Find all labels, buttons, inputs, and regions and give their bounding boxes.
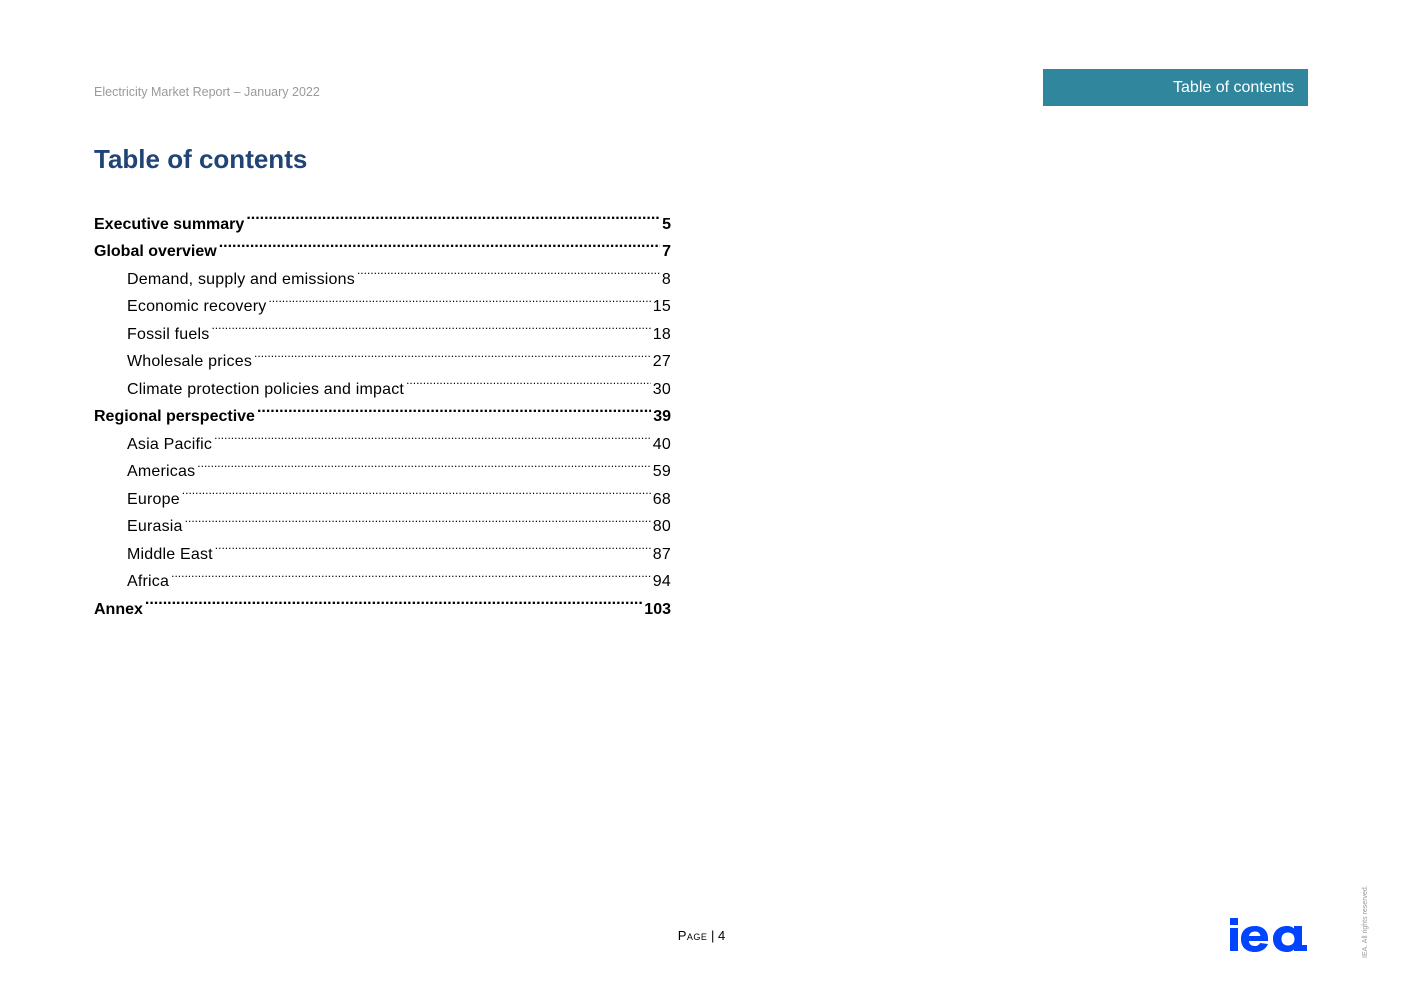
toc-entry-label: Regional perspective	[94, 408, 255, 425]
toc-entry-page: 27	[652, 353, 671, 370]
toc-entry-page: 103	[644, 600, 671, 618]
toc-entry-page: 15	[652, 298, 671, 315]
toc-leader	[211, 311, 650, 339]
toc-entry-page: 80	[652, 518, 671, 535]
toc-entry-page: 8	[661, 270, 671, 288]
toc-leader	[185, 504, 651, 532]
toc-leader	[171, 559, 651, 587]
toc-entry-africa[interactable]	[94, 559, 671, 590]
toc-entry-label: Global overview	[94, 243, 217, 260]
toc-entry-label: Demand, supply and emissions	[127, 270, 355, 288]
toc-entry-label: Americas	[127, 463, 196, 480]
toc-entry-page: 68	[652, 490, 671, 508]
toc-entry-label: Annex	[94, 600, 143, 618]
toc-entry-annex[interactable]	[94, 586, 671, 618]
toc-entry-page: 39	[653, 408, 671, 425]
toc-entry-label: Climate protection policies and impact	[127, 380, 405, 398]
toc-entry-page: 40	[652, 435, 671, 453]
toc-leader	[268, 284, 650, 312]
report-title: Electricity Market Report – January 2022	[94, 85, 320, 99]
toc-leader	[215, 531, 651, 559]
toc-leader	[219, 229, 660, 257]
toc-entry-label: Asia Pacific	[127, 435, 213, 453]
toc-entry-label: Fossil fuels	[127, 325, 210, 343]
toc-entry-label: Eurasia	[127, 518, 183, 535]
toc-entry-eurasia[interactable]	[94, 504, 671, 535]
toc-entry-label: Economic recovery	[127, 298, 267, 315]
toc-entry-page: 59	[652, 463, 671, 480]
page-title: Table of contents	[94, 144, 308, 174]
page-word: Page	[677, 928, 708, 943]
toc-entry-page: 94	[652, 573, 671, 590]
toc-entry-page: 30	[652, 380, 671, 398]
page-number-value: 4	[718, 928, 726, 943]
toc-leader	[357, 256, 660, 284]
toc-entry-label: Africa	[127, 573, 170, 590]
toc-leader	[182, 476, 651, 504]
toc-entry-label: Middle East	[127, 545, 213, 563]
iea-logo-icon	[1229, 914, 1309, 954]
section-tab[interactable]: Table of contents	[1043, 69, 1308, 106]
toc-entry-label: Europe	[127, 490, 180, 508]
toc-leader	[197, 449, 651, 477]
toc-entry-label: Executive summary	[94, 215, 245, 233]
toc-leader	[406, 366, 651, 394]
toc-leader	[257, 394, 651, 422]
toc-entry-page: 18	[652, 325, 671, 343]
toc-entry-page: 5	[662, 215, 671, 233]
page-number	[0, 928, 1403, 943]
copyright-notice: IEA. All rights reserved.	[1362, 885, 1369, 958]
toc-leader	[214, 421, 651, 449]
toc-entry-page: 7	[662, 243, 671, 260]
toc-leader	[145, 586, 642, 614]
page-separator: |	[711, 928, 715, 943]
toc-leader	[246, 201, 660, 229]
toc-leader	[254, 339, 651, 367]
table-of-contents	[94, 201, 671, 618]
toc-entry-label: Wholesale prices	[127, 353, 253, 370]
toc-entry-page: 87	[652, 545, 671, 563]
toc-entry-executive-summary[interactable]	[94, 201, 671, 233]
